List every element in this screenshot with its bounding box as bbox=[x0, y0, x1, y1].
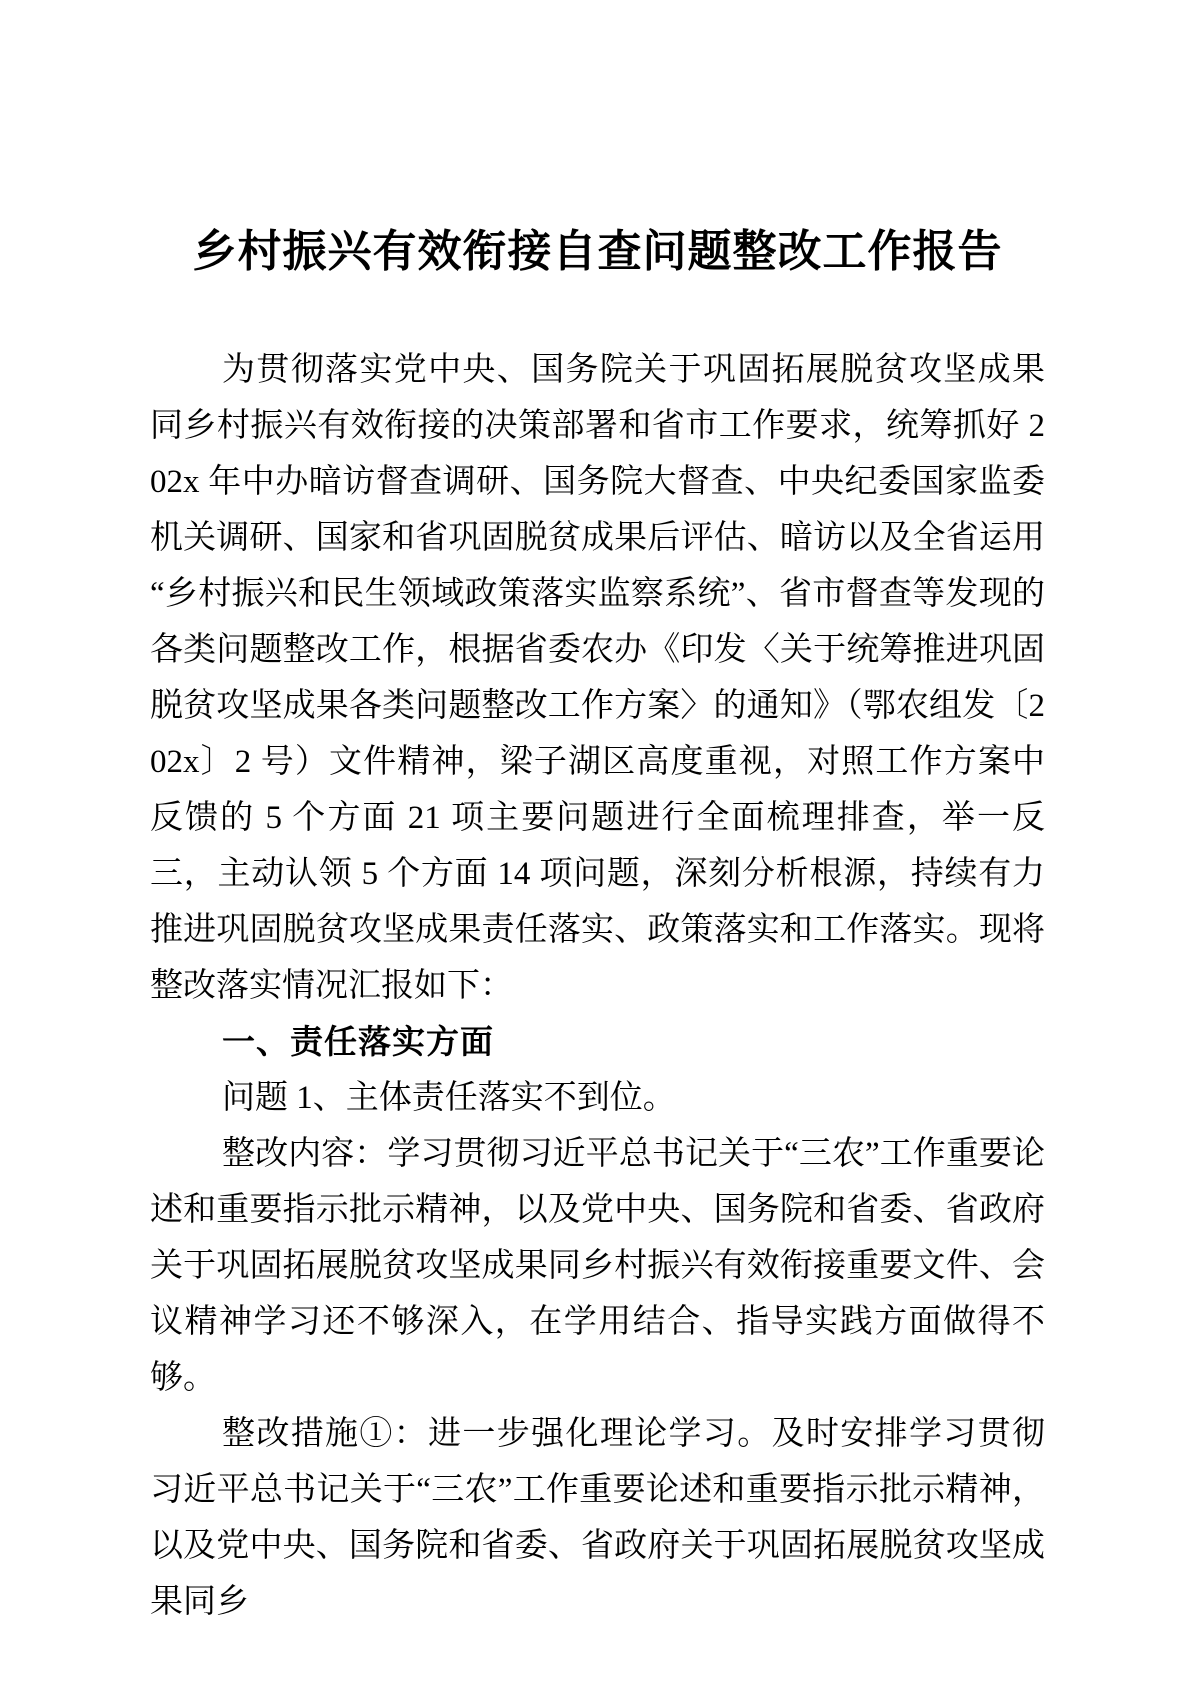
paragraph-problem-1: 问题 1、主体责任落实不到位。 bbox=[222, 1080, 676, 1116]
section-heading-responsibility: 一、责任落实方面 bbox=[222, 1023, 494, 1060]
paragraph-rectify-measure: 整改措施①：进一步强化理论学习。及时安排学习贯彻习近平总书记关于“三农”工作重要论述和重要指示批示精神，以及党中央、国务院和省委、省政府关于巩固拓展脱贫攻坚成果同乡 bbox=[150, 1416, 1045, 1620]
paragraph-rectify-content: 整改内容：学习贯彻习近平总书记关于“三农”工作重要论述和重要指示批示精神，以及党中央、国务院和省委、省政府关于巩固拓展脱贫攻坚成果同乡村振兴有效衔接重要文件、会议精神学习还不够深入，在学用结合、指导实践方面做得不够。 bbox=[150, 1136, 1045, 1396]
paragraph-intro: 为贯彻落实党中央、国务院关于巩固拓展脱贫攻坚成果同乡村振兴有效衔接的决策部署和省市工作要求，统筹抓好 202x 年中办暗访督查调研、国务院大督查、中央纪委国家监委机关调研、国家和省巩固脱贫成果后评估、暗访以及全省运用“乡村振兴和民生领域政策落实监察系统”、省市督查等发现的各类问题整改工作，根据省委农办《印发〈关于统筹推进巩固脱贫攻坚成果各类问题整改工作方案〉的通知》（鄂农组发〔202x〕2 号）文件精神，梁子湖区高度重视，对照工作方案中反馈的 5 个方面 21 项主要问题进行全面梳理排查，举一反三，主动认领 5 个方面 14 项问题，深刻分析根源，持续有力推进巩固脱贫攻坚成果责任落实、政策落实和工作落实。现将整改落实情况汇报如下： bbox=[150, 352, 1045, 1004]
document-title: 乡村振兴有效衔接自查问题整改工作报告 bbox=[192, 227, 1003, 276]
document-body bbox=[150, 342, 1045, 1630]
